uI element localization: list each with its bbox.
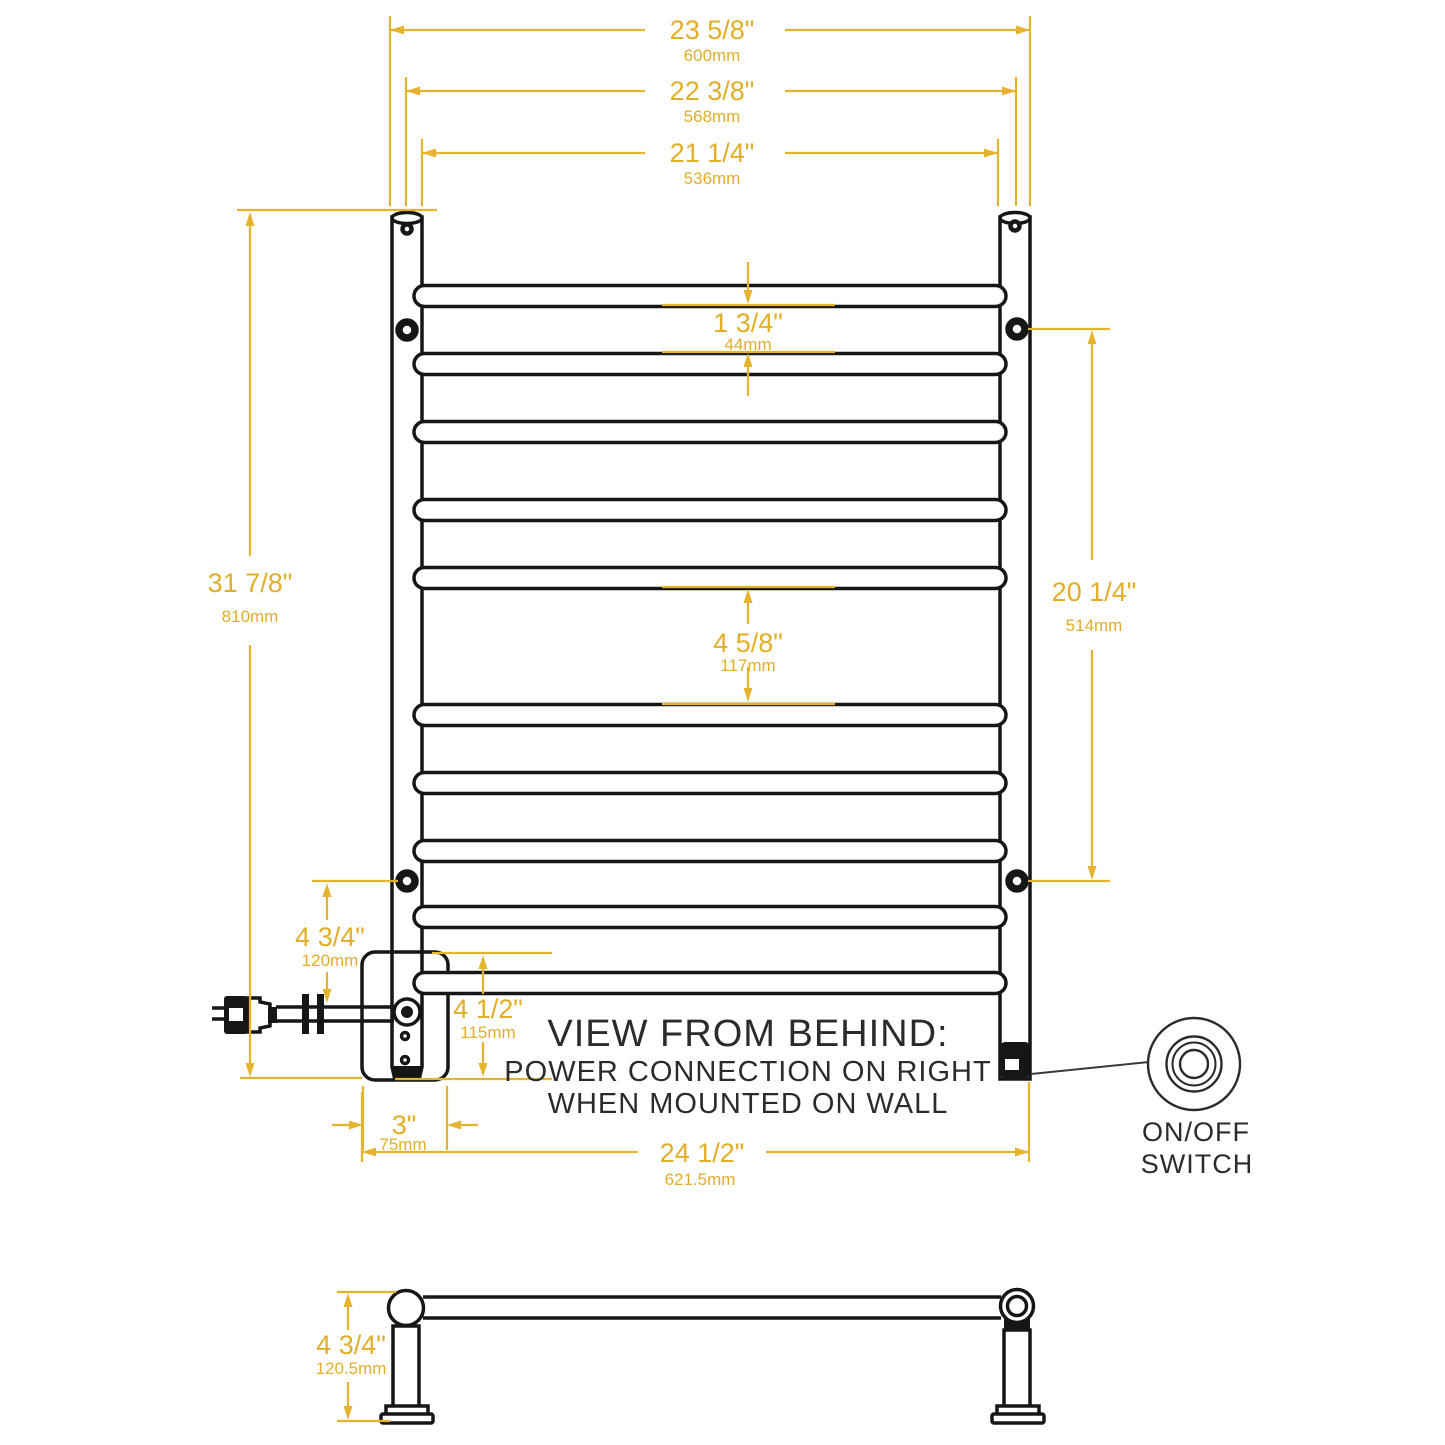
mount-hole-icon bbox=[399, 873, 415, 889]
dim-label: 24 1/2" bbox=[659, 1138, 745, 1168]
dim-label: 20 1/4" bbox=[1051, 577, 1137, 607]
dim-label-mm: 568mm bbox=[683, 107, 741, 126]
view-note-line1: VIEW FROM BEHIND: bbox=[547, 1013, 949, 1055]
left-post-end-cap bbox=[390, 1066, 424, 1079]
dim-depth bbox=[316, 1292, 396, 1421]
dim-mount-hole-span bbox=[1028, 329, 1136, 881]
dim-label-mm: 600mm bbox=[683, 46, 741, 65]
right-post bbox=[1000, 213, 1030, 1080]
left-post bbox=[392, 213, 422, 1080]
towel-bar bbox=[414, 705, 1006, 726]
view-note-line3: WHEN MOUNTED ON WALL bbox=[547, 1088, 949, 1120]
dim-label: 4 3/4" bbox=[316, 1330, 386, 1360]
towel-bar bbox=[414, 773, 1006, 794]
towel-bar bbox=[414, 422, 1006, 443]
dim-label: 3" bbox=[391, 1110, 417, 1140]
view-note bbox=[504, 1013, 991, 1120]
switch-label-line1: ON/OFF bbox=[1142, 1117, 1250, 1147]
side-right-cap bbox=[1001, 1290, 1034, 1323]
mount-hole-icon bbox=[1009, 321, 1025, 337]
dim-label-mm: 75mm bbox=[379, 1135, 427, 1154]
towel-bar bbox=[414, 841, 1006, 862]
screw-hole-icon bbox=[403, 225, 412, 234]
dim-label-mm: 120.5mm bbox=[315, 1359, 387, 1378]
dim-label-mm: 514mm bbox=[1065, 616, 1123, 635]
dim-label-mm: 44mm bbox=[724, 335, 772, 354]
towel-bar bbox=[414, 354, 1006, 375]
side-view bbox=[381, 1290, 1044, 1424]
towel-bar bbox=[414, 500, 1006, 521]
dim-label: 4 5/8" bbox=[713, 628, 783, 658]
switch-label-line2: SWITCH bbox=[1140, 1149, 1254, 1179]
towel-bar bbox=[414, 568, 1006, 589]
towel-bar bbox=[414, 973, 1006, 994]
screw-hole-icon bbox=[1011, 222, 1020, 231]
side-bar bbox=[423, 1297, 1001, 1318]
towel-bar bbox=[414, 907, 1006, 928]
towel-bar bbox=[414, 286, 1006, 307]
dim-label: 31 7/8" bbox=[207, 568, 293, 598]
dim-inner-width bbox=[422, 138, 998, 206]
mount-hole-icon bbox=[399, 322, 415, 338]
side-left-cap bbox=[389, 1291, 424, 1326]
dim-label: 1 3/4" bbox=[713, 308, 783, 338]
side-left-post bbox=[393, 1326, 419, 1410]
on-off-switch-callout bbox=[1031, 1018, 1253, 1179]
dim-center-gap bbox=[662, 587, 835, 704]
switch-housing bbox=[1001, 1042, 1029, 1078]
dim-label-mm: 120mm bbox=[301, 951, 359, 970]
dim-label-mm: 115mm bbox=[460, 1023, 516, 1042]
dim-label: 23 5/8" bbox=[669, 15, 755, 45]
dim-label: 4 1/2" bbox=[453, 994, 523, 1024]
mount-hole-icon bbox=[1009, 873, 1025, 889]
dim-label: 4 3/4" bbox=[295, 922, 365, 952]
towel-bars bbox=[414, 286, 1006, 994]
view-note-line2: POWER CONNECTION ON RIGHT bbox=[504, 1056, 992, 1088]
dim-junction-box-width bbox=[332, 1086, 478, 1154]
on-off-switch-icon bbox=[1148, 1018, 1240, 1110]
dim-label-mm: 621.5mm bbox=[664, 1170, 736, 1189]
dim-label-mm: 117mm bbox=[720, 656, 776, 675]
dim-label: 22 3/8" bbox=[669, 76, 755, 106]
leader-line bbox=[1031, 1062, 1149, 1074]
dim-label: 21 1/4" bbox=[669, 138, 755, 168]
dim-label-mm: 810mm bbox=[221, 607, 279, 626]
dim-label-mm: 536mm bbox=[683, 169, 741, 188]
side-right-post bbox=[1004, 1330, 1030, 1410]
side-right-base bbox=[992, 1406, 1044, 1423]
